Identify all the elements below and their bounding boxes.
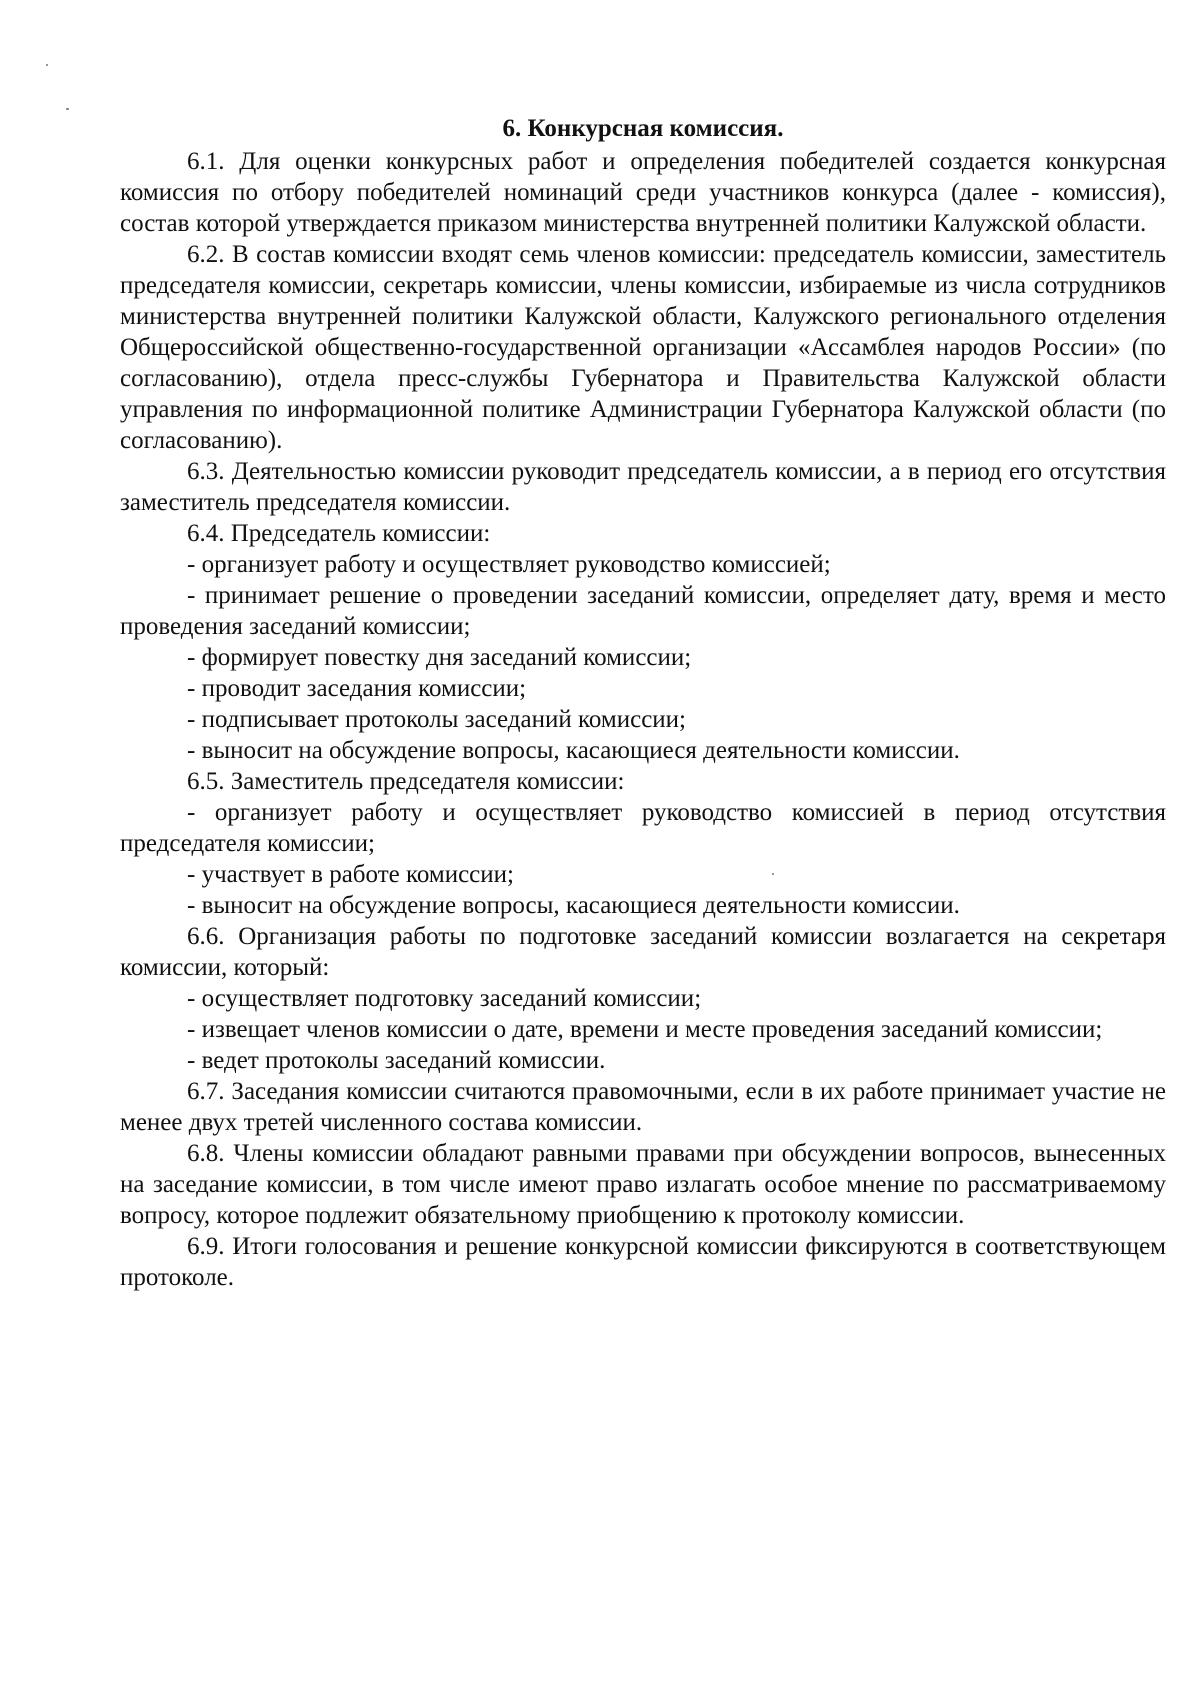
paragraph: - формирует повестку дня заседаний комиссии; bbox=[187, 644, 692, 671]
paragraph: 6.8. Члены комиссии обладают равными правами при обсуждении вопросов, вынесенных на заседание комиссии, в том числе имеют право излагать особое мнение по рассматриваемому вопросу, которое подлежит обязательному приобщению к протоколу комиссии. bbox=[120, 1140, 1166, 1229]
scan-speck bbox=[66, 108, 69, 110]
scan-speck bbox=[46, 64, 48, 66]
paragraph: 6.9. Итоги голосования и решение конкурсной комиссии фиксируются в соответствующем протоколе. bbox=[120, 1233, 1166, 1291]
paragraph: 6.4. Председатель комиссии: bbox=[187, 520, 491, 547]
paragraph: - выносит на обсуждение вопросы, касающиеся деятельности комиссии. bbox=[187, 737, 960, 764]
document-body bbox=[120, 112, 1166, 1293]
paragraph: - организует работу и осуществляет руководство комиссией в период отсутствия председателя комиссии; bbox=[120, 799, 1166, 857]
paragraph: 6.1. Для оценки конкурсных работ и определения победителей создается конкурсная комиссия по отбору победителей номинаций среди участников конкурса (далее - комиссия), состав которой утверждается приказом министерства внутренней политики Калужской области. bbox=[120, 148, 1166, 237]
paragraph: - извещает членов комиссии о дате, времени и месте проведения заседаний комиссии; bbox=[187, 1016, 1103, 1043]
paragraph-list bbox=[120, 146, 1166, 1293]
paragraph: - участвует в работе комиссии; bbox=[187, 861, 514, 888]
paragraph: 6.3. Деятельностью комиссии руководит председатель комиссии, а в период его отсутствия заместитель председателя комиссии. bbox=[120, 458, 1166, 516]
paragraph: 6.5. Заместитель председателя комиссии: bbox=[187, 768, 625, 795]
paragraph: - ведет протоколы заседаний комиссии. bbox=[187, 1047, 606, 1074]
paragraph: - выносит на обсуждение вопросы, касающиеся деятельности комиссии. bbox=[187, 892, 960, 919]
paragraph: - проводит заседания комиссии; bbox=[187, 675, 527, 702]
paragraph: - подписывает протоколы заседаний комиссии; bbox=[187, 706, 686, 733]
paragraph: 6.2. В состав комиссии входят семь членов комиссии: председатель комиссии, заместитель председателя комиссии, секретарь комиссии, члены комиссии, избираемые из числа сотрудников министерства внутренней политики Калужской области, Калужского регионального отделения Общероссийской общественно-государственной организации «Ассамблея народов России» (по согласованию), отдела пресс-службы Губернатора и Правительства Калужской области управления по информационной политике Администрации Губернатора Калужской области (по согласованию). bbox=[120, 241, 1166, 454]
paragraph: 6.6. Организация работы по подготовке заседаний комиссии возлагается на секретаря комиссии, который: bbox=[120, 923, 1166, 981]
paragraph: - осуществляет подготовку заседаний комиссии; bbox=[187, 985, 702, 1012]
section-title: 6. Конкурсная комиссия. bbox=[502, 115, 784, 142]
paragraph: - принимает решение о проведении заседаний комиссии, определяет дату, время и место проведения заседаний комиссии; bbox=[120, 582, 1166, 640]
paragraph: 6.7. Заседания комиссии считаются правомочными, если в их работе принимает участие не менее двух третей численного состава комиссии. bbox=[120, 1078, 1166, 1136]
paragraph: - организует работу и осуществляет руководство комиссией; bbox=[187, 551, 831, 578]
